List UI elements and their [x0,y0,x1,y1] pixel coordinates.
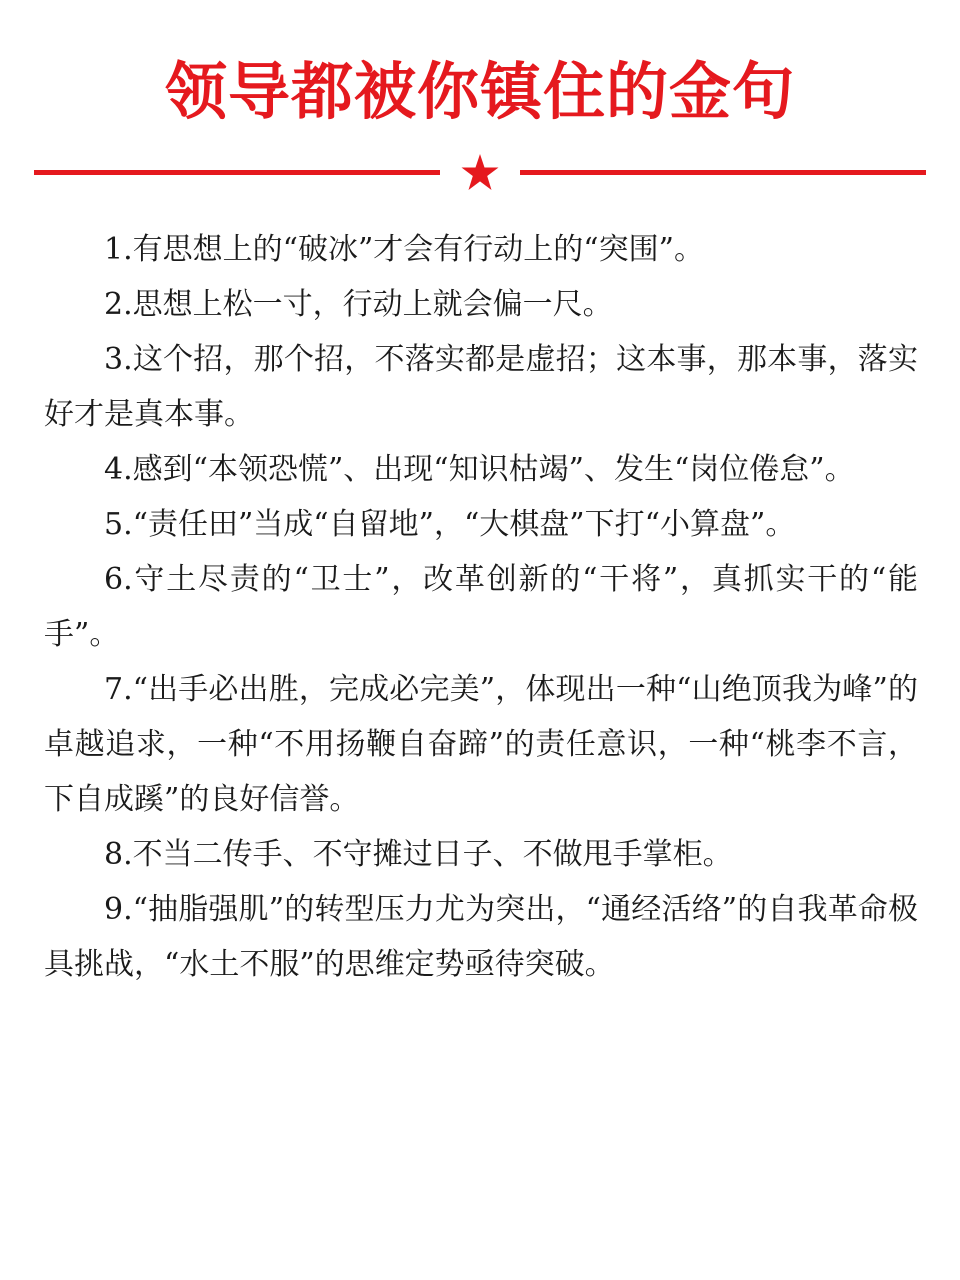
divider-line-right [520,170,926,175]
star-icon [460,153,500,193]
divider-line-left [34,170,440,175]
quote-item-3: 3.这个招，那个招，不落实都是虚招；这本事，那本事，落实好才是真本事。 [44,342,918,432]
quote-item-1: 1.有思想上的“破冰”才会有行动上的“突围”。 [104,232,704,267]
quote-item-5: 5.“责任田”当成“自留地”，“大棋盘”下打“小算盘”。 [104,507,796,542]
quote-item-4: 4.感到“本领恐慌”、出现“知识枯竭”、发生“岗位倦怠”。 [104,452,855,487]
page-title: 领导都被你镇住的金句 [164,55,795,128]
quote-item-2: 2.思想上松一寸，行动上就会偏一尺。 [104,287,613,322]
quote-item-6: 6.守土尽责的“卫士”，改革创新的“干将”，真抓实干的“能手”。 [44,562,918,652]
quote-item-9: 9.“抽脂强肌”的转型压力尤为突出，“通经活络”的自我革命极具挑战，“水土不服”的思维定势亟待突破。 [44,892,918,982]
quote-item-8: 8.不当二传手、不守摊过日子、不做甩手掌柜。 [104,837,733,872]
quote-list [44,222,918,992]
title-divider [34,150,926,196]
quote-item-7: 7.“出手必出胜，完成必完美”，体现出一种“山绝顶我为峰”的卓越追求，一种“不用扬鞭自奋蹄”的责任意识，一种“桃李不言，下自成蹊”的良好信誉。 [44,672,918,817]
